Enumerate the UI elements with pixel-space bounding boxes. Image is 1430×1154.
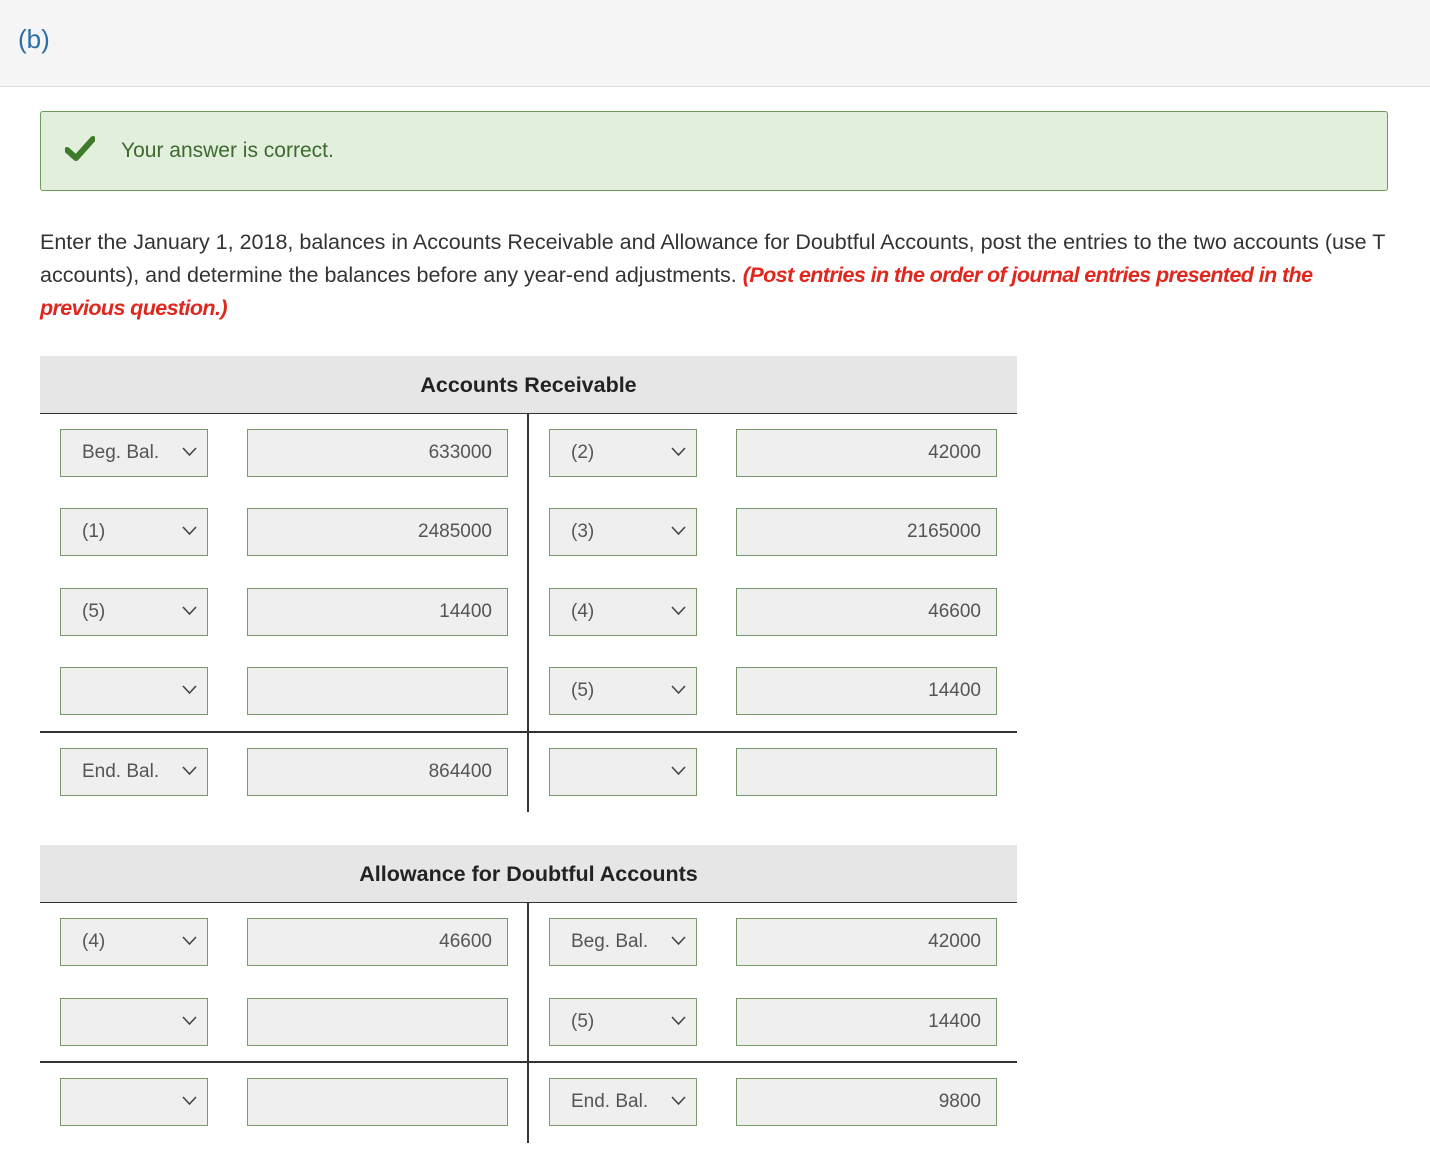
feedback-banner: [40, 111, 1388, 191]
debit-amount-input[interactable]: [247, 508, 508, 556]
feedback-text: Your answer is correct.: [121, 139, 334, 162]
chevron-down-icon: [671, 1016, 686, 1026]
chevron-down-icon: [182, 1096, 197, 1106]
ending-credit-amount-input[interactable]: [736, 1078, 997, 1126]
credit-amount-input[interactable]: [736, 588, 997, 636]
credit-amount: 46600: [928, 601, 981, 622]
ending-credit-label-select[interactable]: [549, 1078, 697, 1126]
debit-label: End. Bal.: [82, 761, 160, 782]
credit-label: End. Bal.: [571, 1091, 649, 1112]
t-account-accounts-receivable: [40, 356, 1017, 812]
debit-label: (5): [82, 601, 106, 622]
chevron-down-icon: [671, 447, 686, 457]
credit-label-select[interactable]: [549, 508, 697, 556]
credit-label: (5): [571, 680, 595, 701]
debit-amount-input[interactable]: [247, 998, 508, 1046]
debit-amount: 46600: [439, 931, 492, 952]
chevron-down-icon: [671, 685, 686, 695]
ending-credit-label-select[interactable]: [549, 748, 697, 796]
debit-amount-input[interactable]: [247, 429, 508, 477]
ending-debit-amount-input[interactable]: [247, 748, 508, 796]
credit-label: Beg. Bal.: [571, 931, 649, 952]
ending-balance-line: [40, 1061, 1017, 1063]
credit-label: (3): [571, 521, 595, 542]
ending-debit-label-select[interactable]: [60, 748, 208, 796]
debit-label: Beg. Bal.: [82, 442, 160, 463]
debit-amount-input[interactable]: [247, 588, 508, 636]
check-icon: [65, 136, 95, 162]
t-account-divider: [527, 414, 529, 812]
credit-label-select[interactable]: [549, 429, 697, 477]
credit-amount-input[interactable]: [736, 508, 997, 556]
debit-label-select[interactable]: [60, 508, 208, 556]
chevron-down-icon: [671, 766, 686, 776]
chevron-down-icon: [182, 1016, 197, 1026]
credit-label: (2): [571, 442, 595, 463]
credit-amount: 42000: [928, 442, 981, 463]
credit-label: (5): [571, 1011, 595, 1032]
debit-amount-input[interactable]: [247, 667, 508, 715]
instructions: [40, 226, 1390, 325]
debit-label: (1): [82, 521, 106, 542]
credit-label: (4): [571, 601, 595, 622]
t-account-title: Accounts Receivable: [40, 356, 1017, 414]
chevron-down-icon: [182, 685, 197, 695]
credit-amount: 9800: [938, 1091, 981, 1112]
chevron-down-icon: [182, 766, 197, 776]
credit-amount-input[interactable]: [736, 918, 997, 966]
chevron-down-icon: [671, 1096, 686, 1106]
chevron-down-icon: [671, 606, 686, 616]
credit-amount: 2165000: [907, 521, 981, 542]
credit-label-select[interactable]: [549, 588, 697, 636]
credit-amount: 42000: [928, 931, 981, 952]
ending-balance-line: [40, 731, 1017, 733]
credit-amount-input[interactable]: [736, 429, 997, 477]
instructions-note: (Post entries in the order of journal entries presented in the previous question.): [40, 263, 1313, 320]
debit-amount: 2485000: [418, 521, 492, 542]
debit-label-select[interactable]: [60, 918, 208, 966]
ending-credit-amount-input[interactable]: [736, 748, 997, 796]
credit-amount: 14400: [928, 680, 981, 701]
chevron-down-icon: [671, 526, 686, 536]
debit-label-select[interactable]: [60, 667, 208, 715]
t-account-divider: [527, 903, 529, 1143]
credit-amount-input[interactable]: [736, 998, 997, 1046]
debit-label-select[interactable]: [60, 998, 208, 1046]
debit-amount: 864400: [428, 761, 492, 782]
credit-label-select[interactable]: [549, 667, 697, 715]
ending-debit-label-select[interactable]: [60, 1078, 208, 1126]
credit-amount: 14400: [928, 1011, 981, 1032]
ending-debit-amount-input[interactable]: [247, 1078, 508, 1126]
chevron-down-icon: [671, 936, 686, 946]
t-account-title: Allowance for Doubtful Accounts: [40, 845, 1017, 903]
part-label: (b): [18, 24, 50, 54]
chevron-down-icon: [182, 447, 197, 457]
chevron-down-icon: [182, 936, 197, 946]
part-header: [0, 0, 1430, 87]
debit-label-select[interactable]: [60, 429, 208, 477]
credit-label-select[interactable]: [549, 998, 697, 1046]
debit-amount: 633000: [428, 442, 492, 463]
t-account-allowance: [40, 845, 1017, 1143]
debit-amount-input[interactable]: [247, 918, 508, 966]
chevron-down-icon: [182, 526, 197, 536]
instructions-text: Enter the January 1, 2018, balances in Accounts Receivable and Allowance for Doubtful Accounts, post the entries to the two accounts (use T accounts), and determine the balances before any year-end adjustments.: [40, 230, 1385, 287]
debit-amount: 14400: [439, 601, 492, 622]
credit-amount-input[interactable]: [736, 667, 997, 715]
chevron-down-icon: [182, 606, 197, 616]
credit-label-select[interactable]: [549, 918, 697, 966]
debit-label: (4): [82, 931, 106, 952]
debit-label-select[interactable]: [60, 588, 208, 636]
